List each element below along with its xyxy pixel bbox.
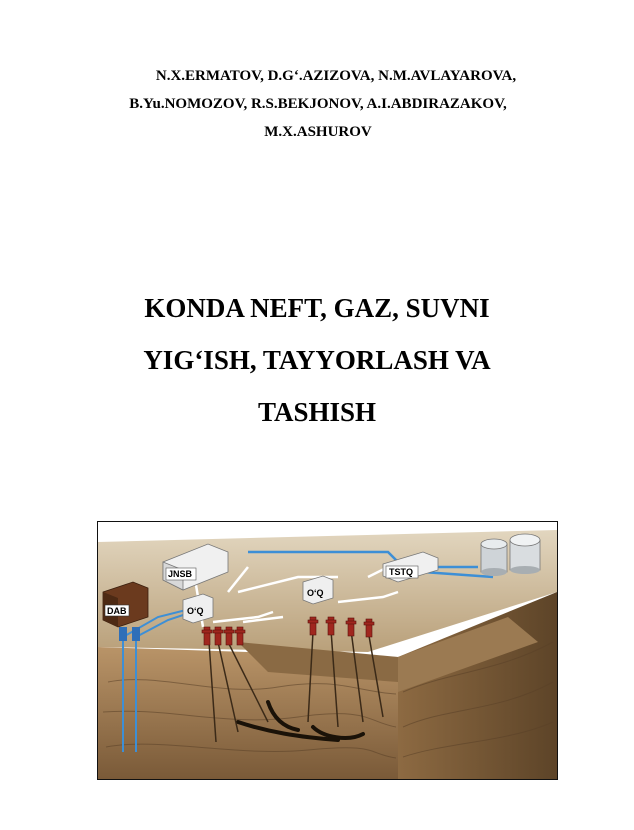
oilfield-illustration [97,521,558,780]
authors-line-2: B.Yu.NOMOZOV, R.S.BEKJONOV, A.I.ABDIRAZAKOV, [129,96,507,112]
oq-left-label: O‘Q [187,606,204,616]
dab-label: DAB [107,606,127,616]
oq-left-unit [183,594,213,623]
storage-tanks [481,534,540,576]
title-line-1: KONDA NEFT, GAZ, SUVNI [144,293,490,323]
authors-line-3: M.X.ASHUROV [264,124,372,140]
authors-line-1: N.X.ERMATOV, D.G‘.AZIZOVA, N.M.AVLAYAROVA, [155,68,517,84]
authors-block [0,62,634,146]
title-line-3: TASHISH [257,397,377,427]
book-title [0,282,634,438]
oilfield-diagram [98,522,557,779]
oq-right-label: O‘Q [307,588,324,598]
jnsb-label: JNSB [168,569,193,579]
tstq-label: TSTQ [389,567,413,577]
title-line-2: YIG‘ISH, TAYYORLASH VA [143,345,491,375]
